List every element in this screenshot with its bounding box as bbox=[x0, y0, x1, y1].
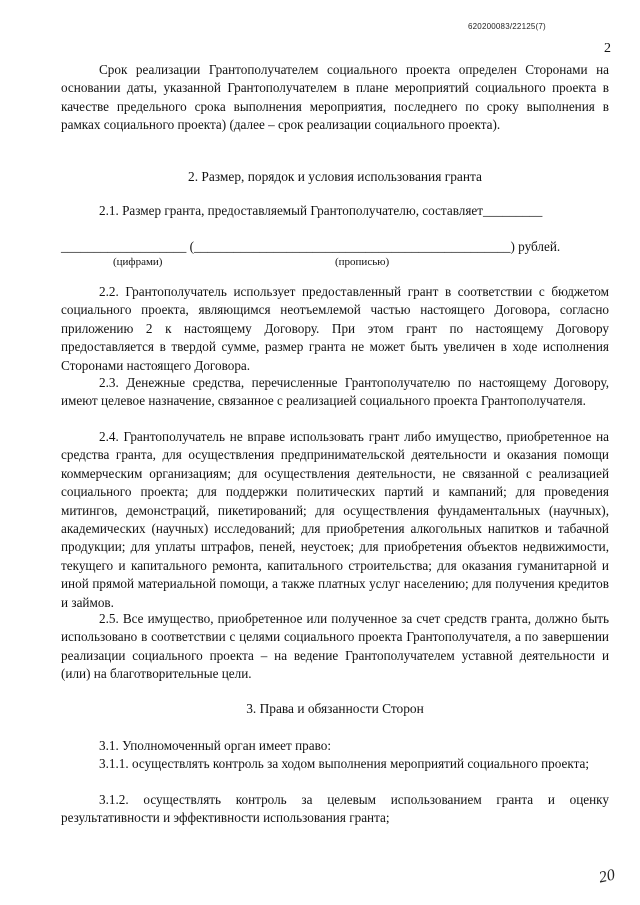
grant-amount-line: ___________________ (________________________________________________) рублей. bbox=[61, 239, 561, 254]
amount-digits-hint: (цифрами) bbox=[113, 256, 163, 268]
amount-words-hint: (прописью) bbox=[335, 256, 390, 268]
section-3-heading: 3. Права и обязанности Сторон bbox=[246, 701, 424, 716]
paragraph-3-1-1: 3.1.1. осуществлять контроль за ходом выполнения мероприятий социального проекта; bbox=[99, 756, 590, 771]
section-2-heading: 2. Размер, порядок и условия использования гранта bbox=[188, 169, 482, 184]
document-id: 620200083/22125(7) bbox=[468, 22, 546, 31]
paragraph-2-3: 2.3. Денежные средства, перечисленные Грантополучателю по настоящему Договору, имеют целевое назначение, связанное с реализацией социального проекта Грантополучателя. bbox=[61, 375, 609, 409]
paragraph-2-2: 2.2. Грантополучатель использует предоставленный грант в соответствии с бюджетом социального проекта, являющимся неотъемлемой частью настоящего Договора, согласно приложению 2 к настоящему Договору. При этом грант по настоящему Договору предоставляется в твердой сумме, размер гранта не может быть увеличен в ходе исполнения Сторонами настоящего Договора. bbox=[61, 284, 609, 373]
handwritten-page-mark: 20 bbox=[597, 866, 617, 887]
paragraph-2-4: 2.4. Грантополучатель не вправе использовать грант либо имущество, приобретенное на средства гранта, для осуществления предпринимательской деятельности и оказания помощи коммерческим организациям; для осуществления деятельности, не связанной с реализацией социального проекта; для поддержки политических партий и кампаний; для проведения митингов, демонстраций, пикетирований; для осуществления фундаментальных (научных), академических (научных) исследований; для приобретения алкогольных напитков и табачной продукции; для уплаты штрафов, пеней, неустоек; для приобретения объектов недвижимости, текущего и капитального ремонта, капитального строительства; для оказания гуманитарной и иной прямой материальной помощи, а также платных услуг населению; для получения кредитов и займов. bbox=[61, 429, 609, 610]
paragraph-3-1: 3.1. Уполномоченный орган имеет право: bbox=[99, 738, 331, 753]
page-number: 2 bbox=[604, 41, 611, 56]
paragraph-2-5: 2.5. Все имущество, приобретенное или полученное за счет средств гранта, должно быть использовано в соответствии с целями социального проекта Грантополучателя, а по завершении реализации социального проекта – на ведение Грантополучателем уставной деятельности и (или) на благотворительные цели. bbox=[61, 611, 609, 682]
intro-paragraph: Срок реализации Грантополучателем социального проекта определен Сторонами на основании даты, указанной Грантополучателем в плане мероприятий социального проекта в качестве предельного срока выполнения мероприятия, последнего по сроку выполнения в рамках социального проекта) (далее – срок реализации социального проекта). bbox=[61, 62, 609, 133]
paragraph-3-1-2: 3.1.2. осуществлять контроль за целевым использованием гранта и оценку результативности и эффективности использования гранта; bbox=[61, 792, 609, 826]
paragraph-2-1: 2.1. Размер гранта, предоставляемый Грантополучателю, составляет_________ bbox=[99, 203, 543, 218]
